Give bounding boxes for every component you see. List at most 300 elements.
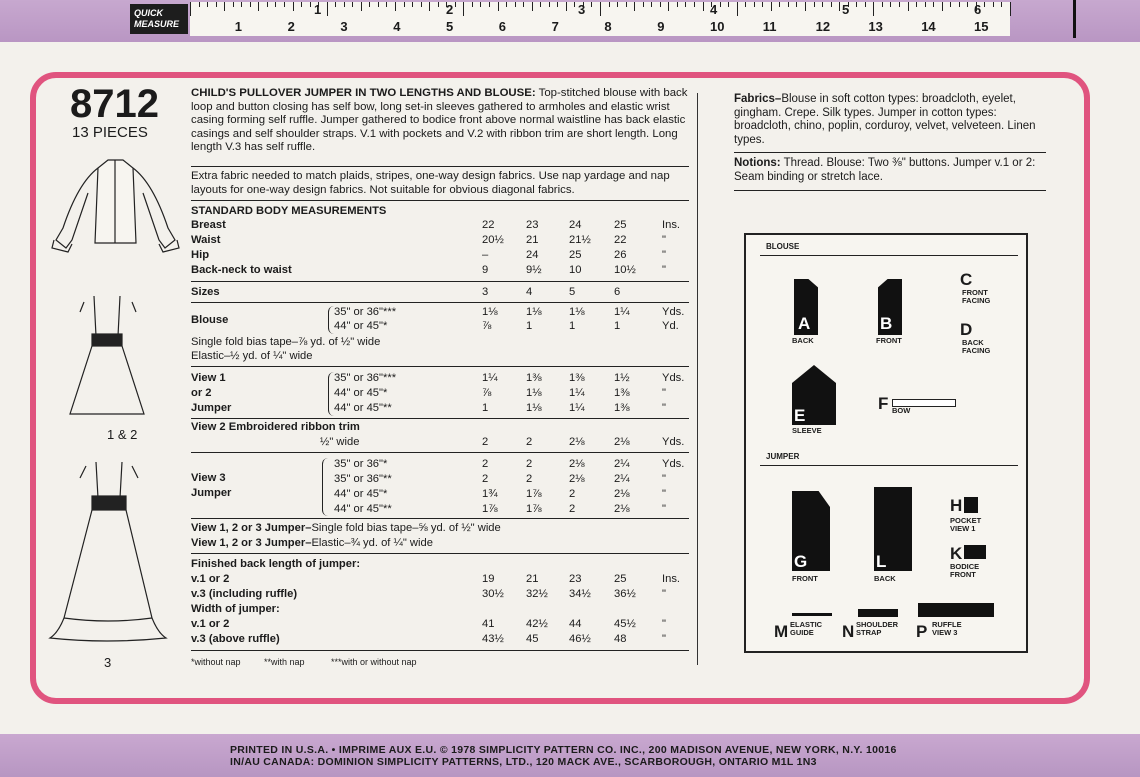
ruler-inch-number: 3 [578, 2, 586, 17]
ruler-tick [489, 2, 490, 7]
piece-h-label: POCKET VIEW 1 [950, 516, 982, 533]
rule [734, 152, 1046, 153]
ruler-tick [1001, 2, 1002, 7]
piece-k-label: BODICE FRONT [950, 562, 980, 579]
rule [191, 452, 689, 453]
ruler-tick [310, 2, 311, 7]
value-cell: 46½ [569, 633, 591, 645]
ruler-tick [831, 2, 832, 7]
ruler-tick [668, 2, 669, 11]
ruler-tick [267, 2, 268, 7]
unit-cell: " [662, 488, 666, 500]
value-cell: 1⅞ [526, 503, 542, 515]
value-cell: 42½ [526, 618, 548, 630]
copyright-footer [230, 744, 970, 768]
value-cell: 5 [569, 286, 576, 298]
value-cell: 2¼ [614, 458, 630, 470]
value-cell: 6 [614, 286, 621, 298]
ruler-tick [480, 2, 481, 7]
ruler-tick [685, 2, 686, 7]
ruler-tick [207, 2, 208, 7]
value-cell: 2 [569, 488, 576, 500]
value-cell: 25 [569, 249, 582, 261]
rule [191, 650, 689, 651]
piece-a-label: BACK [792, 336, 814, 345]
rule [191, 418, 689, 419]
value-cell: 2⅛ [569, 458, 585, 470]
ruler-end-mark [1073, 0, 1076, 38]
ruler-tick [395, 2, 396, 11]
piece-n-letter: N [842, 622, 855, 641]
piece-p-label: RUFFLE VIEW 3 [932, 620, 962, 637]
ruler-cm-number: 4 [393, 19, 401, 34]
ruler-tick [745, 2, 746, 7]
unit-cell: " [662, 618, 666, 630]
piece-m-label: ELASTIC GUIDE [790, 620, 823, 637]
ruler-cm-number: 11 [762, 19, 777, 34]
fabric-width: 35" or 36"* [334, 458, 388, 470]
jumper-long-illustration [46, 458, 171, 648]
ruler-tick [335, 2, 336, 7]
piece-h-letter: H [950, 496, 963, 515]
ruler-tick [959, 2, 960, 7]
value-cell: 2 [569, 503, 576, 515]
measurement-label: Waist [191, 234, 221, 246]
footer-line-2: IN/AU CANADA: DOMINION SIMPLICITY PATTERNS, LTD., 120 MACK AVE., SCARBOROUGH, ONTARIO M1L 1N3 [230, 756, 817, 768]
footnote: *without nap [191, 657, 241, 667]
blouse-tape: Single fold bias tape–⅞ yd. of ½" wide [191, 336, 381, 348]
ruler-tick [805, 2, 806, 11]
ruler-tick [882, 2, 883, 7]
piece-c-label: FRONT FACING [962, 288, 991, 305]
view12-label: or 2 [191, 387, 212, 399]
piece-m-shape [792, 613, 832, 616]
quick-measure-label [130, 4, 188, 34]
ruler-tick [899, 2, 900, 7]
piece-k-letter: K [950, 544, 963, 563]
ruler-tick [258, 2, 259, 11]
ruler-tick [865, 2, 866, 7]
value-cell: 20½ [482, 234, 504, 246]
rule [760, 465, 1018, 466]
value-cell: 43½ [482, 633, 504, 645]
value-cell: 1 [569, 320, 576, 332]
ruler-tick [925, 2, 926, 7]
ruler-tick [942, 2, 943, 11]
view3-label: View 3 [191, 472, 226, 484]
unit-cell: " [662, 402, 666, 414]
ruler-tick [1010, 2, 1011, 16]
finished-label: v.1 or 2 [191, 573, 230, 585]
ruler-tick [301, 2, 302, 7]
ruler-tick [386, 2, 387, 7]
unit-cell: Yds. [662, 458, 685, 470]
value-cell: 2⅛ [569, 473, 585, 485]
value-cell: 22 [614, 234, 627, 246]
ruler-tick [378, 2, 379, 7]
value-cell: 1⅜ [614, 402, 630, 414]
piece-b-letter: B [880, 314, 893, 333]
view3-label: Jumper [191, 487, 232, 499]
value-cell: 25 [614, 219, 627, 231]
description-title: CHILD'S PULLOVER JUMPER IN TWO LENGTHS AND BLOUSE: [191, 87, 536, 99]
rule [734, 190, 1046, 191]
extra-fabric-note: Extra fabric needed to match plaids, stripes, one-way design fabrics. Use nap yardage and nap layouts for one-way design fabrics. Not suitable for obvious diagonal fabrics. [191, 170, 670, 196]
ruler-tick [344, 2, 345, 7]
piece-m-letter: M [774, 622, 789, 641]
ruler-tick [369, 2, 370, 7]
rule [191, 518, 689, 519]
fabrics-label: Fabrics– [734, 93, 782, 105]
measure-text: MEASURE [134, 19, 180, 29]
value-cell: 24 [526, 249, 539, 261]
piece-e-letter: E [794, 406, 806, 425]
value-cell: 21½ [569, 234, 591, 246]
ruler-tick [839, 2, 840, 11]
value-cell: 25 [614, 573, 627, 585]
piece-p-shape [918, 603, 994, 617]
width-heading: Width of jumper: [191, 603, 280, 615]
ruler-tick [967, 2, 968, 7]
ribbon-label: View 2 Embroidered ribbon trim [191, 421, 360, 433]
value-cell: 4 [526, 286, 533, 298]
width-label: v.1 or 2 [191, 618, 230, 630]
value-cell: 2 [526, 436, 533, 448]
ruler-tick [421, 2, 422, 7]
value-cell: 23 [569, 573, 582, 585]
ruler-tick [856, 2, 857, 7]
ruler-tick [574, 2, 575, 7]
ruler-inch-number: 4 [710, 2, 718, 17]
value-cell: 2 [482, 436, 489, 448]
ruler-tick [703, 2, 704, 11]
ruler-tick [224, 2, 225, 11]
width-label: v.3 (above ruffle) [191, 633, 280, 645]
notions-label: Notions: [734, 157, 781, 169]
unit-cell: " [662, 387, 666, 399]
measurement-label: Back-neck to waist [191, 264, 292, 276]
ruler-tick [591, 2, 592, 7]
notions-text: Thread. Blouse: Two ⅜" buttons. Jumper v.1 or 2: Seam binding or stretch lace. [734, 157, 1036, 183]
unit-cell: " [662, 264, 666, 276]
ruler-tick [634, 2, 635, 11]
ruler-tick [779, 2, 780, 7]
rule [191, 166, 689, 167]
ruler-inch-number: 2 [446, 2, 454, 17]
ruler-tick [660, 2, 661, 7]
jumper-elastic-note: View 1, 2 or 3 Jumper–Elastic–¾ yd. of ¼" wide [191, 537, 433, 549]
fabric-width: 35" or 36"** [334, 473, 392, 485]
ruler-tick [540, 2, 541, 7]
ruler-tick [728, 2, 729, 7]
ruler-tick [694, 2, 695, 7]
piece-l-letter: L [876, 552, 887, 571]
footnote: **with nap [264, 657, 305, 667]
unit-cell: Yd. [662, 320, 679, 332]
unit-cell: Yds. [662, 306, 685, 318]
piece-f-label: BOW [892, 406, 911, 415]
unit-cell: Yds. [662, 436, 685, 448]
value-cell: 2 [482, 473, 489, 485]
rule [191, 366, 689, 367]
ruler-tick [566, 2, 567, 11]
fabric-width: 44" or 45"* [334, 488, 388, 500]
views-1-2-label: 1 & 2 [107, 427, 138, 442]
ruler-tick [993, 2, 994, 7]
ruler-cm-number: 3 [340, 19, 348, 34]
ruler-tick [720, 2, 721, 7]
pattern-pieces-diagram [744, 233, 1028, 653]
value-cell: 2¼ [614, 473, 630, 485]
ruler-tick [523, 2, 524, 7]
ruler-tick [737, 2, 738, 16]
pattern-number: 8712 [70, 82, 159, 126]
ruler-cm-number: 6 [498, 19, 507, 34]
value-cell: 48 [614, 633, 627, 645]
ruler-cm-number: 9 [657, 19, 665, 34]
piece-g-label: FRONT [792, 574, 818, 583]
blouse-label: Blouse [191, 314, 229, 326]
ruler-tick [771, 2, 772, 11]
piece-k-shape [964, 545, 986, 559]
value-cell: 26 [614, 249, 627, 261]
value-cell: 1⅞ [526, 488, 542, 500]
value-cell: 32½ [526, 588, 548, 600]
ruler-tick [609, 2, 610, 7]
ruler-tick [412, 2, 413, 7]
value-cell: ⅞ [482, 387, 492, 399]
value-cell: 1¼ [614, 306, 630, 318]
piece-d-label: BACK FACING [962, 338, 991, 355]
rule [191, 200, 689, 201]
piece-e-label: SLEEVE [792, 426, 822, 435]
value-cell: 1⅜ [526, 372, 542, 384]
value-cell: 2⅛ [614, 503, 630, 515]
description-body: Top-stitched blouse with back loop and button closing has self bow, long set-in sleeves gathered to armholes and elastic wrist casing forming self ruffle. Jumper gathered to bodice front above normal waistline has back elastic casings and self shoulder straps. V.1 with pockets and V.2 with ribbon trim are short length. Long length V.3 has self ruffle. [191, 87, 688, 153]
ruler-tick [600, 2, 601, 16]
ruler-tick [327, 2, 328, 16]
value-cell: 1 [614, 320, 621, 332]
value-cell: 45 [526, 633, 539, 645]
value-cell: 24 [569, 219, 582, 231]
ruler-tick [352, 2, 353, 7]
ruler-inch-number: 5 [842, 2, 850, 17]
unit-cell: Ins. [662, 219, 681, 231]
value-cell: 44 [569, 618, 582, 630]
ruler-cm-number: 15 [974, 19, 989, 34]
fabric-width: 44" or 45"** [334, 503, 392, 515]
ruler-tick [908, 2, 909, 11]
ruler-tick [788, 2, 789, 7]
value-cell: 1¼ [569, 402, 585, 414]
ruler-tick [472, 2, 473, 7]
value-cell: 1⅛ [526, 306, 542, 318]
fabric-width: 44" or 45"** [334, 402, 392, 414]
ruler-tick [754, 2, 755, 7]
value-cell: 19 [482, 573, 495, 585]
value-cell: 45½ [614, 618, 636, 630]
ruler-tick [498, 2, 499, 11]
ruler-tick [404, 2, 405, 7]
footer-line-1: PRINTED IN U.S.A. • IMPRIME AUX E.U. © 1978 SIMPLICITY PATTERN CO. INC., 200 MADISON AVENUE, NEW YORK, N.Y. 10016 [230, 744, 897, 756]
ruler-cm-number: 7 [551, 19, 559, 34]
ruler-tick [557, 2, 558, 7]
value-cell: 23 [526, 219, 539, 231]
value-cell: 1⅛ [569, 306, 585, 318]
piece-p-letter: P [916, 622, 928, 641]
piece-a-letter: A [798, 314, 811, 333]
pattern-description [191, 87, 691, 155]
ruler-tick [796, 2, 797, 7]
unit-cell: " [662, 503, 666, 515]
value-cell: 2 [526, 473, 533, 485]
view-3-label: 3 [104, 655, 112, 670]
ruler-tick [515, 2, 516, 7]
piece-c-letter: C [960, 270, 973, 289]
value-cell: 2 [482, 458, 489, 470]
ruler-tick [463, 2, 464, 16]
ruler-tick [284, 2, 285, 7]
blouse-elastic: Elastic–½ yd. of ¼" wide [191, 350, 313, 362]
ruler-tick [233, 2, 234, 7]
ruler-cm-number: 1 [234, 19, 243, 34]
ruler-tick [822, 2, 823, 7]
ruler-tick [643, 2, 644, 7]
ruler-tick [438, 2, 439, 7]
unit-cell: " [662, 473, 666, 485]
jumper-short-illustration [58, 292, 158, 422]
column-divider [697, 93, 698, 665]
value-cell: 1¼ [482, 372, 498, 384]
ruler-tick [549, 2, 550, 7]
ruler-tick [429, 2, 430, 11]
ruler-tick [275, 2, 276, 7]
unit-cell: Ins. [662, 573, 681, 585]
piece-n-label: SHOULDER STRAP [856, 620, 899, 637]
footnote: ***with or without nap [331, 657, 417, 667]
ruler-tick [677, 2, 678, 7]
ruler-tick [293, 2, 294, 11]
ruler-tick [250, 2, 251, 7]
piece-d-letter: D [960, 320, 973, 339]
quick-text: QUICK [134, 8, 163, 18]
ruler-tick [651, 2, 652, 7]
ruler-tick [361, 2, 362, 11]
unit-cell: " [662, 249, 666, 261]
rule [191, 553, 689, 554]
ruler-tick [984, 2, 985, 7]
rule [191, 281, 689, 282]
piece-f-letter: F [878, 394, 889, 413]
value-cell: ⅞ [482, 320, 492, 332]
finished-heading: Finished back length of jumper: [191, 558, 361, 570]
blouse-illustration [48, 148, 183, 256]
piece-count: 13 PIECES [72, 124, 148, 141]
value-cell: 9½ [526, 264, 542, 276]
piece-h-shape [964, 497, 978, 513]
value-cell: 1⅛ [482, 306, 498, 318]
piece-n-shape [858, 609, 898, 617]
view12-label: View 1 [191, 372, 226, 384]
fabrics-text: Blouse in soft cotton types: broadcloth, eyelet, gingham. Crepe. Silk types. Jumper in cotton types: broadcloth, chino, poplin, corduroy, velvet, velveteen. Linen types. [734, 93, 1036, 146]
ruler-cm-number: 12 [815, 19, 831, 34]
unit-cell: " [662, 234, 666, 246]
value-cell: 36½ [614, 588, 636, 600]
ruler-tick [626, 2, 627, 7]
value-cell: 22 [482, 219, 495, 231]
measurements-heading: STANDARD BODY MEASUREMENTS [191, 205, 387, 217]
ruler-tick [532, 2, 533, 11]
piece-g-letter: G [794, 552, 808, 571]
value-cell: 21 [526, 234, 539, 246]
ruler-tick [506, 2, 507, 7]
ruler-tick [762, 2, 763, 7]
ruler-tick [241, 2, 242, 7]
blouse-section-title: BLOUSE [766, 242, 800, 251]
value-cell: 1⅛ [526, 402, 542, 414]
value-cell: 1 [526, 320, 533, 332]
ruler-tick [916, 2, 917, 7]
ruler-cm-number: 8 [604, 19, 612, 34]
measurement-label: Hip [191, 249, 210, 261]
ruler-tick [814, 2, 815, 7]
ruler-tick [933, 2, 934, 7]
value-cell: 2⅛ [569, 436, 585, 448]
view12-label: Jumper [191, 402, 232, 414]
ruler-tick [617, 2, 618, 7]
ribbon-width: ½" wide [320, 436, 360, 448]
unit-cell: Yds. [662, 372, 685, 384]
ruler-cm-number: 5 [446, 19, 454, 34]
ruler-tick [216, 2, 217, 7]
finished-label: v.3 (including ruffle) [191, 588, 298, 600]
piece-b-label: FRONT [876, 336, 902, 345]
ruler-tick [873, 2, 874, 16]
value-cell: 10 [569, 264, 582, 276]
value-cell: 1¾ [482, 488, 498, 500]
value-cell: 41 [482, 618, 495, 630]
jumper-section-title: JUMPER [766, 452, 800, 461]
rule [191, 302, 689, 303]
measurement-label: Breast [191, 219, 226, 231]
value-cell: 30½ [482, 588, 504, 600]
sizes-label: Sizes [191, 286, 220, 298]
fabric-width: 35" or 36"*** [334, 372, 397, 384]
unit-cell: " [662, 588, 666, 600]
value-cell: 2⅛ [614, 488, 630, 500]
ruler-cm-number: 14 [921, 19, 936, 34]
ruler-tick [199, 2, 200, 7]
value-cell: 1½ [614, 372, 630, 384]
value-cell: 2 [526, 458, 533, 470]
fabric-width: 35" or 36"*** [334, 306, 397, 318]
ruler-tick [190, 2, 191, 16]
ruler-inch-number: 1 [314, 2, 322, 17]
value-cell: 1⅜ [614, 387, 630, 399]
value-cell: 1¼ [569, 387, 585, 399]
value-cell: 34½ [569, 588, 591, 600]
fabric-width: 44" or 45"* [334, 320, 388, 332]
value-cell: – [482, 249, 489, 261]
fabric-width: 44" or 45"* [334, 387, 388, 399]
value-cell: 9 [482, 264, 489, 276]
rule [760, 255, 1018, 256]
jumper-tape-note: View 1, 2 or 3 Jumper–Single fold bias tape–⅝ yd. of ½" wide [191, 522, 501, 534]
value-cell: 3 [482, 286, 489, 298]
value-cell: 10½ [614, 264, 636, 276]
value-cell: 1⅞ [482, 503, 498, 515]
value-cell: 2⅛ [614, 436, 630, 448]
